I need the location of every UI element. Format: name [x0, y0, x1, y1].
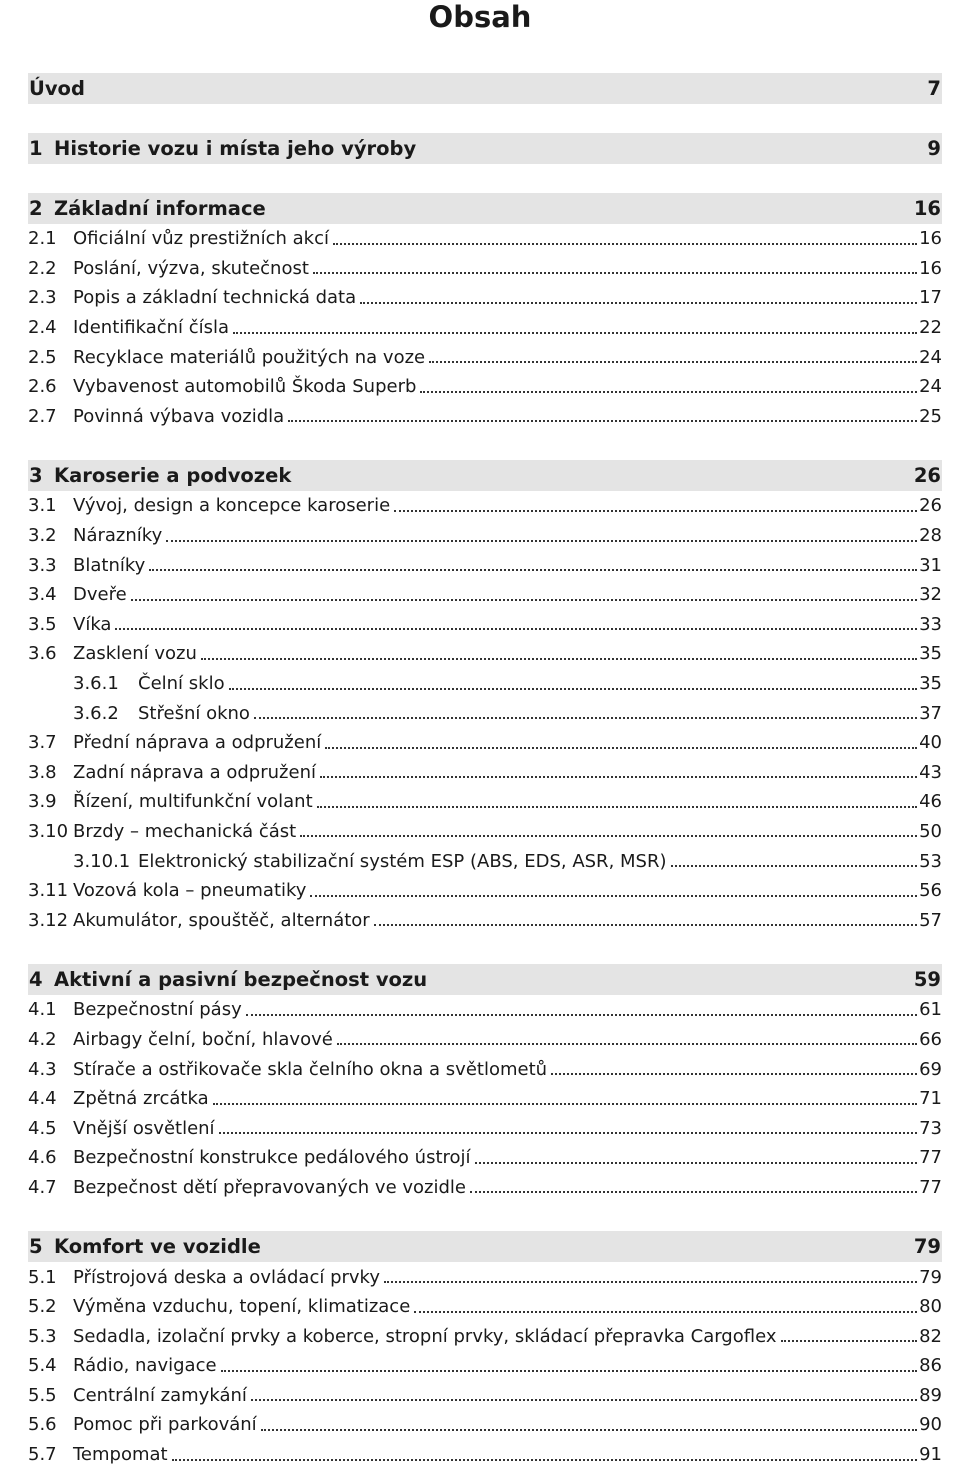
- dot-leader: [414, 1311, 917, 1313]
- section-gap: [28, 164, 942, 193]
- entry-page-number: 33: [919, 613, 942, 635]
- entry-number: 5.6: [28, 1414, 57, 1436]
- chapter-heading[interactable]: [28, 964, 942, 995]
- entry-number: 3.11: [28, 880, 69, 902]
- table-of-contents: [28, 73, 942, 1469]
- entry-number: 4.2: [28, 1028, 57, 1050]
- chapter-heading[interactable]: [28, 133, 942, 164]
- entry-title: Čelní sklo: [138, 673, 225, 695]
- dot-leader: [394, 510, 917, 512]
- entry-title: Brzdy – mechanická část: [73, 820, 297, 842]
- entry-title: Dveře: [73, 584, 127, 606]
- entry-number: 3.6.1: [73, 673, 119, 695]
- chapter-title: Základní informace: [54, 197, 266, 220]
- entry-title: Vnější osvětlení: [73, 1117, 215, 1139]
- dot-leader: [333, 243, 917, 245]
- entry-number: 5.4: [28, 1355, 57, 1377]
- entry-number: 5.2: [28, 1296, 57, 1318]
- entry-number: 2.2: [28, 257, 57, 279]
- entry-title: Popis a základní technická data: [73, 287, 357, 309]
- entry-title: Povinná výbava vozidla: [73, 405, 285, 427]
- chapter-number: Úvod: [29, 77, 85, 100]
- entry-title: Vybavenost automobilů Škoda Superb: [73, 376, 417, 398]
- dot-leader: [201, 658, 917, 660]
- entry-title: Elektronický stabilizační systém ESP (ABS, EDS, ASR, MSR): [138, 850, 667, 872]
- entry-page-number: 35: [919, 673, 942, 695]
- dot-leader: [325, 747, 917, 749]
- dot-leader: [149, 569, 917, 571]
- entry-number: 3.2: [28, 525, 57, 547]
- entry-number: 3.4: [28, 584, 57, 606]
- section-gap: [28, 1202, 942, 1231]
- dot-leader: [374, 924, 917, 926]
- chapter-page-number: 7: [927, 77, 941, 100]
- toc-subentry[interactable]: [28, 846, 942, 876]
- entry-page-number: 28: [919, 525, 942, 547]
- entry-number: 4.6: [28, 1147, 57, 1169]
- entry-number: 5.1: [28, 1266, 57, 1288]
- dot-leader: [420, 391, 917, 393]
- dot-leader: [470, 1191, 917, 1193]
- entry-page-number: 31: [919, 554, 942, 576]
- entry-page-number: 53: [919, 850, 942, 872]
- entry-number: 3.5: [28, 613, 57, 635]
- entry-title: Pomoc při parkování: [73, 1414, 257, 1436]
- entry-page-number: 17: [919, 287, 942, 309]
- chapter-number: 3: [29, 464, 43, 488]
- toc-entry[interactable]: [28, 372, 942, 402]
- dot-leader: [219, 1132, 918, 1134]
- toc-entry[interactable]: [28, 224, 942, 254]
- section-gap: [28, 431, 942, 460]
- entry-page-number: 56: [919, 880, 942, 902]
- entry-page-number: 73: [919, 1117, 942, 1139]
- entry-page-number: 61: [919, 999, 942, 1021]
- toc-entry[interactable]: [28, 491, 942, 521]
- dot-leader: [131, 599, 917, 601]
- chapter-heading[interactable]: [28, 1231, 942, 1262]
- entry-title: Airbagy čelní, boční, hlavové: [73, 1028, 333, 1050]
- toc-entry[interactable]: [28, 639, 942, 669]
- dot-leader: [213, 1103, 917, 1105]
- entry-page-number: 71: [919, 1088, 942, 1110]
- toc-entry[interactable]: [28, 1381, 942, 1411]
- entry-title: Akumulátor, spouštěč, alternátor: [73, 909, 370, 931]
- dot-leader: [551, 1073, 917, 1075]
- dot-leader: [254, 717, 917, 719]
- toc-entry[interactable]: [28, 610, 942, 640]
- entry-page-number: 50: [919, 820, 942, 842]
- dot-leader: [300, 835, 917, 837]
- entry-page-number: 24: [919, 346, 942, 368]
- entry-number: 2.4: [28, 317, 57, 339]
- toc-entry[interactable]: [28, 1351, 942, 1381]
- entry-page-number: 43: [919, 761, 942, 783]
- entry-number: 5.3: [28, 1325, 57, 1347]
- section-gap: [28, 935, 942, 964]
- entry-page-number: 69: [919, 1058, 942, 1080]
- entry-title: Tempomat: [73, 1444, 168, 1466]
- dot-leader: [261, 1429, 917, 1431]
- dot-leader: [360, 302, 917, 304]
- entry-page-number: 80: [919, 1296, 942, 1318]
- entry-title: Recyklace materiálů použitých na voze: [73, 346, 426, 368]
- entry-title: Vývoj, design a koncepce karoserie: [73, 495, 391, 517]
- entry-title: Nárazníky: [73, 525, 163, 547]
- entry-title: Rádio, navigace: [73, 1355, 217, 1377]
- toc-entry[interactable]: [28, 787, 942, 817]
- entry-page-number: 16: [919, 228, 942, 250]
- entry-number: 3.6: [28, 643, 57, 665]
- entry-number: 5.5: [28, 1384, 57, 1406]
- entry-number: 3.10.1: [73, 850, 131, 872]
- toc-entry[interactable]: [28, 728, 942, 758]
- dot-leader: [475, 1162, 918, 1164]
- dot-leader: [233, 332, 917, 334]
- dot-leader: [317, 806, 917, 808]
- entry-number: 3.12: [28, 909, 69, 931]
- entry-number: 5.7: [28, 1444, 57, 1466]
- toc-entry[interactable]: [28, 1143, 942, 1173]
- entry-number: 2.7: [28, 405, 57, 427]
- entry-title: Vozová kola – pneumatiky: [73, 880, 307, 902]
- entry-page-number: 40: [919, 732, 942, 754]
- entry-page-number: 37: [919, 702, 942, 724]
- entry-page-number: 16: [919, 257, 942, 279]
- toc-entry[interactable]: [28, 254, 942, 284]
- dot-leader: [429, 361, 917, 363]
- dot-leader: [166, 540, 917, 542]
- chapter-title: Komfort ve vozidle: [54, 1235, 261, 1259]
- chapter-page-number: 26: [913, 464, 941, 488]
- toc-entry[interactable]: [28, 550, 942, 580]
- toc-entry[interactable]: [28, 342, 942, 372]
- entry-number: 3.3: [28, 554, 57, 576]
- entry-page-number: 86: [919, 1355, 942, 1377]
- toc-entry[interactable]: [28, 1054, 942, 1084]
- dot-leader: [251, 1399, 917, 1401]
- toc-entry[interactable]: [28, 283, 942, 313]
- entry-title: Zadní náprava a odpružení: [73, 761, 316, 783]
- toc-entry[interactable]: [28, 1084, 942, 1114]
- entry-title: Bezpečnostní pásy: [73, 999, 242, 1021]
- entry-title: Blatníky: [73, 554, 146, 576]
- dot-leader: [115, 628, 917, 630]
- entry-page-number: 66: [919, 1028, 942, 1050]
- dot-leader: [781, 1340, 918, 1342]
- entry-title: Přístrojová deska a ovládací prvky: [73, 1266, 380, 1288]
- entry-page-number: 22: [919, 317, 942, 339]
- entry-page-number: 26: [919, 495, 942, 517]
- toc-entry[interactable]: [28, 1173, 942, 1203]
- dot-leader: [221, 1370, 918, 1372]
- entry-title: Víka: [73, 613, 112, 635]
- chapter-number: 2: [29, 197, 43, 220]
- chapter-heading[interactable]: [28, 460, 942, 491]
- entry-number: 2.5: [28, 346, 57, 368]
- dot-leader: [337, 1043, 917, 1045]
- entry-page-number: 24: [919, 376, 942, 398]
- entry-title: Centrální zamykání: [73, 1384, 247, 1406]
- entry-page-number: 82: [919, 1325, 942, 1347]
- entry-title: Zpětná zrcátka: [73, 1088, 209, 1110]
- toc-entry[interactable]: [28, 1440, 942, 1469]
- entry-title: Střešní okno: [138, 702, 250, 724]
- entry-number: 3.1: [28, 495, 57, 517]
- chapter-heading[interactable]: [28, 73, 942, 104]
- entry-number: 4.3: [28, 1058, 57, 1080]
- toc-entry[interactable]: [28, 1113, 942, 1143]
- entry-page-number: 89: [919, 1384, 942, 1406]
- toc-entry[interactable]: [28, 1410, 942, 1440]
- entry-number: 3.10: [28, 820, 69, 842]
- entry-page-number: 35: [919, 643, 942, 665]
- entry-page-number: 77: [919, 1176, 942, 1198]
- dot-leader: [313, 272, 917, 274]
- dot-leader: [320, 776, 917, 778]
- toc-entry[interactable]: [28, 817, 942, 847]
- dot-leader: [172, 1459, 917, 1461]
- chapter-title: Historie vozu i místa jeho výroby: [54, 137, 417, 160]
- toc-entry[interactable]: [28, 905, 942, 935]
- entry-number: 3.9: [28, 791, 57, 813]
- toc-entry[interactable]: [28, 1262, 942, 1292]
- dot-leader: [288, 420, 917, 422]
- entry-title: Bezpečnostní konstrukce pedálového ústrojí: [73, 1147, 471, 1169]
- entry-number: 2.3: [28, 287, 57, 309]
- entry-title: Řízení, multifunkční volant: [73, 791, 313, 813]
- entry-number: 4.4: [28, 1088, 57, 1110]
- chapter-page-number: 79: [913, 1235, 941, 1259]
- chapter-title: Karoserie a podvozek: [54, 464, 292, 488]
- chapter-page-number: 16: [913, 197, 941, 220]
- entry-number: 3.8: [28, 761, 57, 783]
- entry-number: 3.6.2: [73, 702, 119, 724]
- entry-page-number: 46: [919, 791, 942, 813]
- toc-entry[interactable]: [28, 313, 942, 343]
- toc-entry[interactable]: [28, 580, 942, 610]
- toc-entry[interactable]: [28, 521, 942, 551]
- entry-title: Oficiální vůz prestižních akcí: [73, 228, 329, 250]
- entry-number: 3.7: [28, 732, 57, 754]
- entry-title: Identifikační čísla: [73, 317, 230, 339]
- section-gap: [28, 104, 942, 133]
- entry-title: Přední náprava a odpružení: [73, 732, 322, 754]
- toc-entry[interactable]: [28, 402, 942, 432]
- entry-page-number: 77: [919, 1147, 942, 1169]
- entry-page-number: 32: [919, 584, 942, 606]
- entry-page-number: 90: [919, 1414, 942, 1436]
- entry-page-number: 79: [919, 1266, 942, 1288]
- chapter-title: Aktivní a pasivní bezpečnost vozu: [54, 968, 428, 992]
- chapter-number: 4: [29, 968, 43, 992]
- dot-leader: [229, 688, 918, 690]
- entry-title: Výměna vzduchu, topení, klimatizace: [73, 1296, 411, 1318]
- toc-entry[interactable]: [28, 1292, 942, 1322]
- entry-title: Stírače a ostřikovače skla čelního okna a světlometů: [73, 1058, 548, 1080]
- toc-subentry[interactable]: [28, 669, 942, 699]
- chapter-page-number: 9: [927, 137, 941, 160]
- chapter-page-number: 59: [913, 968, 941, 992]
- page-title: Obsah: [428, 0, 532, 34]
- entry-page-number: 25: [919, 405, 942, 427]
- entry-number: 2.6: [28, 376, 57, 398]
- entry-number: 4.7: [28, 1176, 57, 1198]
- entry-page-number: 91: [919, 1444, 942, 1466]
- toc-entry[interactable]: [28, 1025, 942, 1055]
- entry-number: 2.1: [28, 228, 57, 250]
- chapter-heading[interactable]: [28, 193, 942, 224]
- chapter-number: 1: [29, 137, 43, 160]
- entry-title: Zasklení vozu: [73, 643, 197, 665]
- entry-title: Sedadla, izolační prvky a koberce, stropní prvky, skládací přepravka Cargoflex: [73, 1325, 777, 1347]
- dot-leader: [310, 895, 917, 897]
- toc-entry[interactable]: [28, 758, 942, 788]
- entry-title: Bezpečnost dětí přepravovaných ve vozidle: [73, 1176, 466, 1198]
- entry-page-number: 57: [919, 909, 942, 931]
- entry-title: Poslání, výzva, skutečnost: [73, 257, 309, 279]
- dot-leader: [671, 865, 918, 867]
- chapter-number: 5: [29, 1235, 43, 1259]
- toc-entry[interactable]: [28, 1321, 942, 1351]
- entry-number: 4.1: [28, 999, 57, 1021]
- toc-subentry[interactable]: [28, 698, 942, 728]
- toc-entry[interactable]: [28, 876, 942, 906]
- toc-entry[interactable]: [28, 995, 942, 1025]
- entry-number: 4.5: [28, 1117, 57, 1139]
- dot-leader: [384, 1281, 917, 1283]
- dot-leader: [246, 1014, 917, 1016]
